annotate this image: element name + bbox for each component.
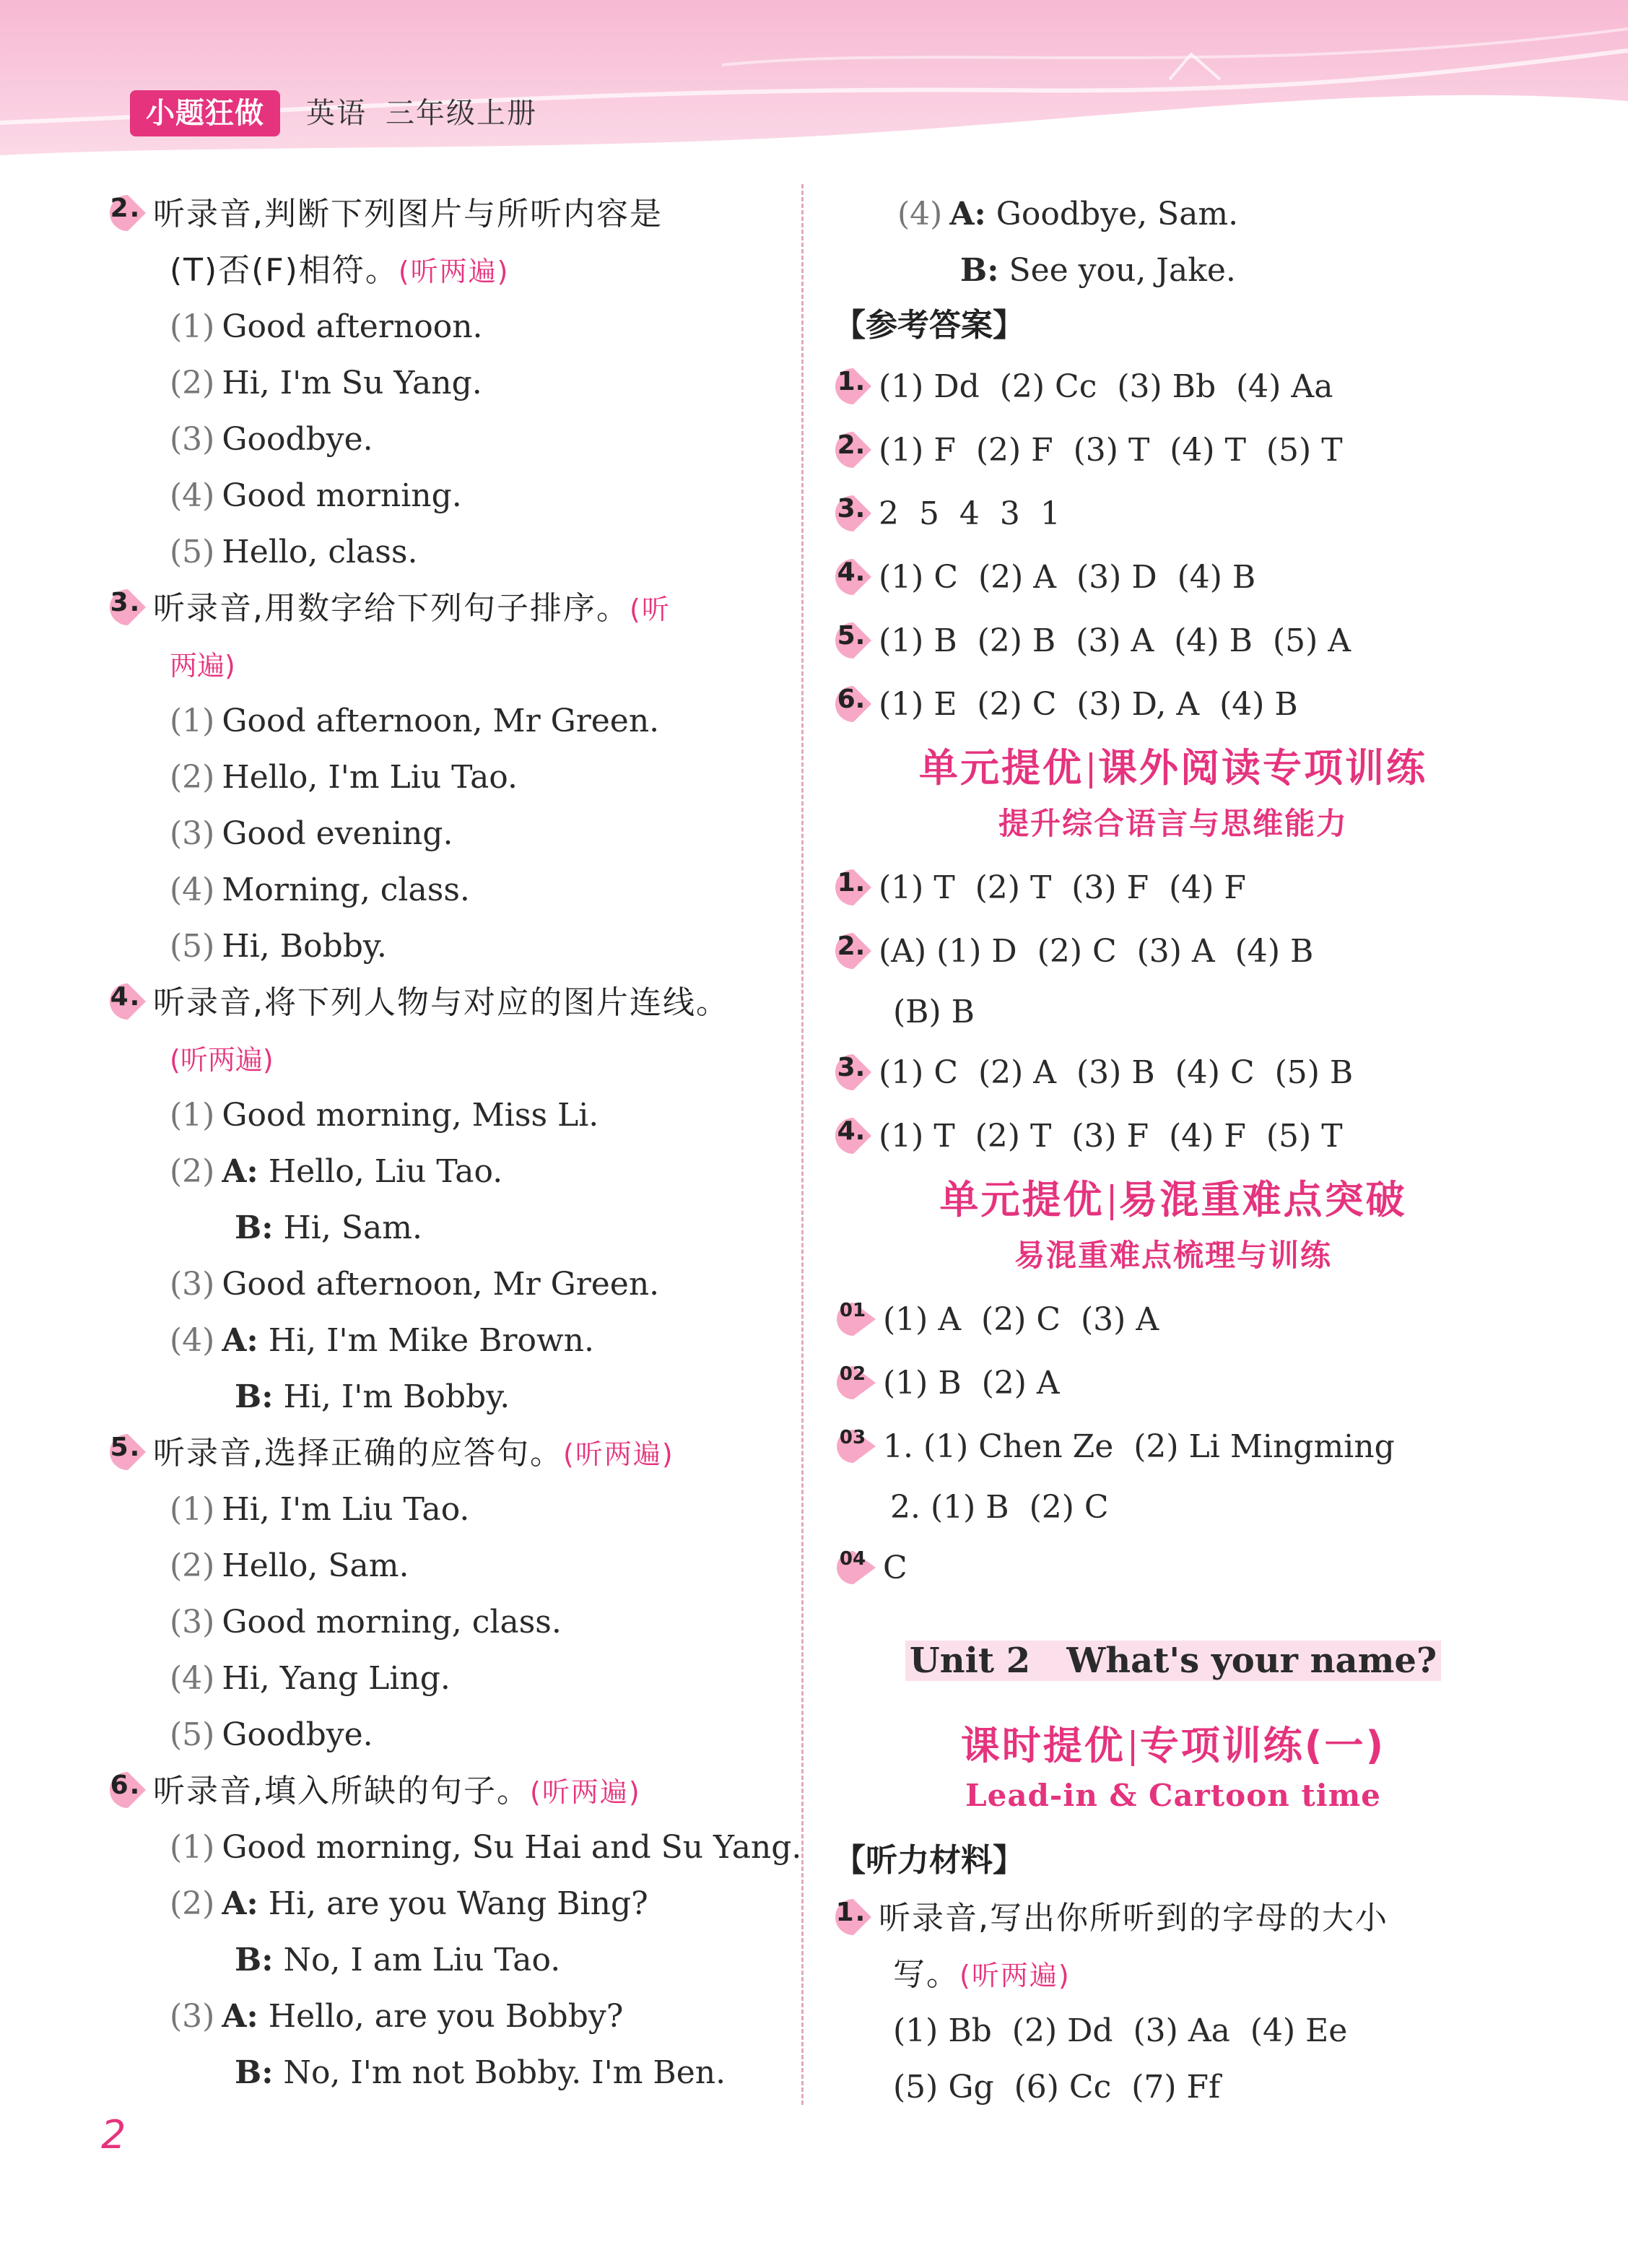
- list-item: (1) Good morning, Miss Li.: [170, 1097, 599, 1134]
- question-badge: 2.: [108, 194, 147, 233]
- listening-heading: 【听力材料】: [834, 1842, 1024, 1879]
- list-item: (4) Good morning.: [170, 477, 462, 514]
- list-item: (2) Hello, I'm Liu Tao.: [170, 759, 518, 796]
- header-banner: [0, 0, 1628, 166]
- answer-row: 4. (1) T (2) T (3) F (4) F (5) T: [834, 1105, 1512, 1168]
- list-item: (1) Bb (2) Dd (3) Aa (4) Ee: [893, 2012, 1348, 2049]
- question-badge: 5.: [108, 1433, 147, 1472]
- right-column: [834, 186, 1512, 2116]
- list-item: (2) A: Hi, are you Wang Bing?: [170, 1885, 648, 1922]
- list-item: (2) A: Hello, Liu Tao.: [170, 1153, 503, 1190]
- list-item: (4) A: Hi, I'm Mike Brown.: [170, 1322, 594, 1359]
- listening-question-1-cont: 写。(听两遍): [893, 1956, 1071, 1993]
- list-item: B: Hi, Sam.: [235, 1209, 422, 1246]
- section-subtitle-mixed: 易混重难点梳理与训练: [1014, 1238, 1332, 1273]
- list-item: (5) Hello, class.: [170, 534, 418, 570]
- question-4-hint: (听两遍): [170, 1044, 274, 1076]
- answers-heading: 【参考答案】: [834, 307, 1024, 344]
- list-item: (1) Good afternoon.: [170, 308, 483, 345]
- answer-row: 4. (1) C (2) A (3) D (4) B: [834, 546, 1512, 609]
- answer-row: 2. (A) (1) D (2) C (3) A (4) B: [834, 920, 1512, 983]
- list-item: (1) Good afternoon, Mr Green.: [170, 703, 660, 739]
- question-3-heading-cont: 两遍): [170, 650, 235, 682]
- list-item: B: Hi, I'm Bobby.: [235, 1378, 510, 1415]
- answer-row: 02 (1) B (2) A: [834, 1352, 1512, 1415]
- question-2-heading-cont: (T)否(F)相符。(听两遍): [170, 252, 510, 289]
- list-item: (3) Goodbye.: [170, 421, 373, 458]
- section-subtitle-lesson: Lead-in & Cartoon time: [965, 1778, 1381, 1813]
- column-divider: [801, 184, 804, 2105]
- list-item: (1) Good morning, Su Hai and Su Yang.: [170, 1829, 802, 1866]
- answer-row: 04 C: [834, 1537, 1512, 1600]
- listening-question-1: 1. 听录音,写出你所听到的字母的大小: [835, 1898, 1388, 1937]
- section-title-lesson: 课时提优 专项训练(一): [960, 1723, 1386, 1768]
- question-badge: 3.: [108, 588, 147, 627]
- list-item: (2) Hi, I'm Su Yang.: [170, 365, 482, 401]
- section-title-reading: 单元提优 课外阅读专项训练: [919, 745, 1427, 791]
- book-info: [306, 90, 556, 136]
- list-item: (4) Hi, Yang Ling.: [170, 1660, 450, 1697]
- page-number: 2: [101, 2112, 126, 2158]
- list-item: (4) Morning, class.: [170, 872, 470, 908]
- unit-title: Unit 2 What's your name?: [834, 1629, 1512, 1693]
- answer-row: 1. (1) T (2) T (3) F (4) F: [834, 856, 1512, 920]
- section-subtitle-reading: 提升综合语言与思维能力: [998, 806, 1348, 841]
- list-item: (5) Hi, Bobby.: [170, 928, 387, 965]
- answer-row-cont: 2. (1) B (2) C: [890, 1489, 1109, 1526]
- list-item: (3) Good morning, class.: [170, 1604, 562, 1641]
- list-item: B: See you, Jake.: [960, 252, 1236, 289]
- grade: 三年级上册: [386, 97, 537, 130]
- answer-row: 01 (1) A (2) C (3) A: [834, 1288, 1512, 1352]
- list-item: (3) Good evening.: [170, 815, 453, 852]
- question-badge: 4.: [108, 982, 147, 1021]
- question-5-heading: 5. 听录音,选择正确的应答句。(听两遍): [108, 1425, 772, 1482]
- answer-row: 5. (1) B (2) B (3) A (4) B (5) A: [834, 609, 1512, 673]
- answer-row: 2. (1) F (2) F (3) T (4) T (5) T: [834, 419, 1512, 482]
- list-item: (5) Goodbye.: [170, 1716, 373, 1753]
- list-item: (3) A: Hello, are you Bobby?: [170, 1998, 624, 2035]
- list-item: B: No, I'm not Bobby. I'm Ben.: [235, 2054, 726, 2091]
- list-item: (5) Gg (6) Cc (7) Ff: [893, 2069, 1221, 2106]
- question-3-heading: 3. 听录音,用数字给下列句子排序。(听: [108, 581, 772, 637]
- question-4-heading: 4. 听录音,将下列人物与对应的图片连线。: [108, 975, 772, 1031]
- question-badge: 6.: [108, 1770, 147, 1809]
- list-item: (2) Hello, Sam.: [170, 1547, 409, 1584]
- answer-row: 3. (1) C (2) A (3) B (4) C (5) B: [834, 1041, 1512, 1105]
- left-column: [108, 186, 802, 2101]
- list-item: B: No, I am Liu Tao.: [235, 1942, 561, 1978]
- answer-row-cont: (B) B: [893, 994, 975, 1030]
- list-item: (1) Hi, I'm Liu Tao.: [170, 1491, 470, 1528]
- subject: 英语: [306, 97, 367, 130]
- question-2-heading: 2. 听录音,判断下列图片与所听内容是: [108, 186, 772, 243]
- section-title-mixed: 单元提优 易混重难点突破: [939, 1177, 1407, 1222]
- brand-label: 小题狂做: [130, 90, 280, 136]
- list-item: (3) Good afternoon, Mr Green.: [170, 1266, 660, 1303]
- answer-row: 1. (1) Dd (2) Cc (3) Bb (4) Aa: [834, 355, 1512, 419]
- list-item: (4) A: Goodbye, Sam.: [897, 196, 1239, 233]
- answer-row: 3. 2 5 4 3 1: [834, 482, 1512, 546]
- answer-row: 03 1. (1) Chen Ze (2) Li Mingming: [834, 1415, 1512, 1479]
- question-6-heading: 6. 听录音,填入所缺的句子。(听两遍): [108, 1763, 772, 1820]
- answer-row: 6. (1) E (2) C (3) D, A (4) B: [834, 673, 1512, 737]
